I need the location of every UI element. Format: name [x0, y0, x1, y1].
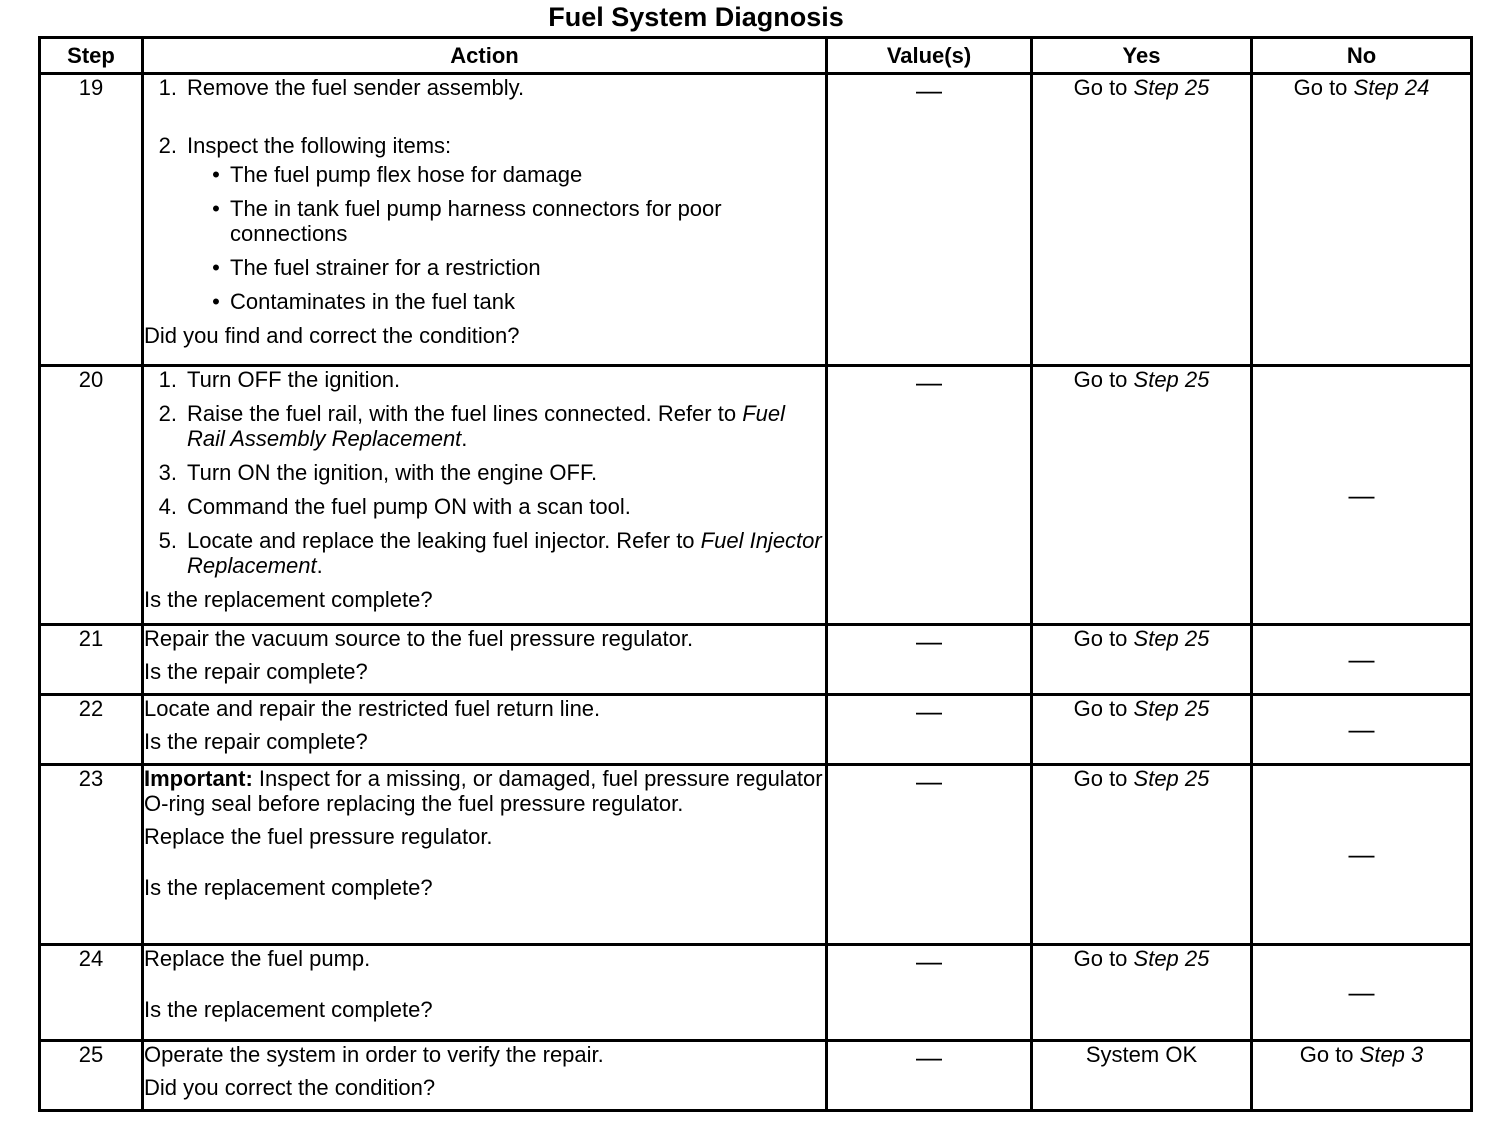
table-row: [40, 366, 1472, 625]
list-item: 1. Turn OFF the ignition.: [158, 367, 401, 392]
action-cell: [143, 625, 827, 695]
list-item: 2. Raise the fuel rail, with the fuel lines connected. Refer to Fuel Rail Assembly Replacement.: [158, 401, 785, 451]
value-cell: —: [827, 1041, 1032, 1111]
list-item: 3. Turn ON the ignition, with the engine OFF.: [158, 460, 598, 485]
step-reference: Step 25: [1133, 946, 1210, 971]
step-number: 23: [40, 765, 143, 945]
action-cell: [143, 945, 827, 1041]
question-text: Did you correct the condition?: [144, 1075, 436, 1100]
list-item: 2. Inspect the following items:: [158, 133, 452, 158]
doc-reference: Fuel Rail Assembly Replacement: [187, 401, 785, 451]
action-text: Locate and repair the restricted fuel return line.: [144, 696, 601, 721]
no-cell: —: [1252, 366, 1472, 625]
step-reference: Step 25: [1133, 626, 1210, 651]
value-cell: —: [827, 695, 1032, 765]
important-note: Important: Inspect for a missing, or damaged, fuel pressure regulator O-ring seal before replacing the fuel pressure regulator.: [144, 766, 823, 816]
action-text: Repair the vacuum source to the fuel pressure regulator.: [144, 626, 694, 651]
step-number: 25: [40, 1041, 143, 1111]
table-row: [40, 1041, 1472, 1111]
no-cell: Go to Step 3: [1252, 1041, 1472, 1111]
no-cell: —: [1252, 625, 1472, 695]
action-cell: [143, 765, 827, 945]
bullet-list: [144, 162, 825, 314]
table-row: [40, 765, 1472, 945]
value-cell: —: [827, 625, 1032, 695]
list-item: 5. Locate and replace the leaking fuel injector. Refer to Fuel Injector Replacement.: [158, 528, 822, 578]
yes-cell: System OK: [1032, 1041, 1252, 1111]
action-cell: [143, 1041, 827, 1111]
no-cell: Go to Step 24: [1252, 74, 1472, 366]
action-text: Operate the system in order to verify the repair.: [144, 1042, 604, 1067]
step-number: 19: [40, 74, 143, 366]
question-text: Is the replacement complete?: [144, 875, 433, 900]
doc-reference: Fuel Injector Replacement: [187, 528, 822, 578]
yes-cell: Go to Step 25: [1032, 945, 1252, 1041]
numbered-list: [144, 367, 825, 578]
list-item: • The in tank fuel pump harness connectors for poor connections: [212, 196, 722, 246]
question-text: Is the replacement complete?: [144, 997, 433, 1022]
diagnosis-table: [38, 36, 1473, 1112]
no-cell: —: [1252, 695, 1472, 765]
table-row: [40, 625, 1472, 695]
step-number: 22: [40, 695, 143, 765]
table-row: [40, 945, 1472, 1041]
header-action: Action: [143, 38, 827, 74]
action-cell: [143, 695, 827, 765]
question-text: Is the replacement complete?: [144, 587, 433, 612]
value-cell: —: [827, 74, 1032, 366]
question-text: Is the repair complete?: [144, 729, 368, 754]
step-number: 21: [40, 625, 143, 695]
table-row: [40, 695, 1472, 765]
step-reference: Step 25: [1133, 367, 1210, 392]
value-cell: —: [827, 945, 1032, 1041]
step-reference: Step 24: [1353, 75, 1430, 100]
yes-cell: Go to Step 25: [1032, 366, 1252, 625]
step-reference: Step 25: [1133, 696, 1210, 721]
step-reference: Step 3: [1359, 1042, 1424, 1067]
list-item: • Contaminates in the fuel tank: [212, 289, 515, 314]
numbered-list: [144, 75, 825, 158]
question-text: Did you find and correct the condition?: [144, 323, 520, 348]
yes-cell: Go to Step 25: [1032, 695, 1252, 765]
yes-cell: Go to Step 25: [1032, 765, 1252, 945]
question-text: Is the repair complete?: [144, 659, 368, 684]
header-yes: Yes: [1032, 38, 1252, 74]
action-cell: [143, 74, 827, 366]
step-reference: Step 25: [1133, 75, 1210, 100]
action-cell: [143, 366, 827, 625]
action-text: Replace the fuel pressure regulator.: [144, 824, 493, 849]
no-cell: —: [1252, 945, 1472, 1041]
value-cell: —: [827, 765, 1032, 945]
list-item: 4. Command the fuel pump ON with a scan tool.: [158, 494, 631, 519]
list-item: 1. Remove the fuel sender assembly.: [158, 75, 525, 100]
step-number: 24: [40, 945, 143, 1041]
step-reference: Step 25: [1133, 766, 1210, 791]
header-step: Step: [40, 38, 143, 74]
header-row: [40, 38, 1472, 74]
page-title: Fuel System Diagnosis: [548, 2, 844, 32]
yes-cell: Go to Step 25: [1032, 74, 1252, 366]
header-values: Value(s): [827, 38, 1032, 74]
header-no: No: [1252, 38, 1472, 74]
step-number: 20: [40, 366, 143, 625]
yes-cell: Go to Step 25: [1032, 625, 1252, 695]
no-cell: —: [1252, 765, 1472, 945]
value-cell: —: [827, 366, 1032, 625]
table-row: [40, 74, 1472, 366]
action-text: Replace the fuel pump.: [144, 946, 371, 971]
list-item: • The fuel pump flex hose for damage: [212, 162, 583, 187]
list-item: • The fuel strainer for a restriction: [212, 255, 541, 280]
